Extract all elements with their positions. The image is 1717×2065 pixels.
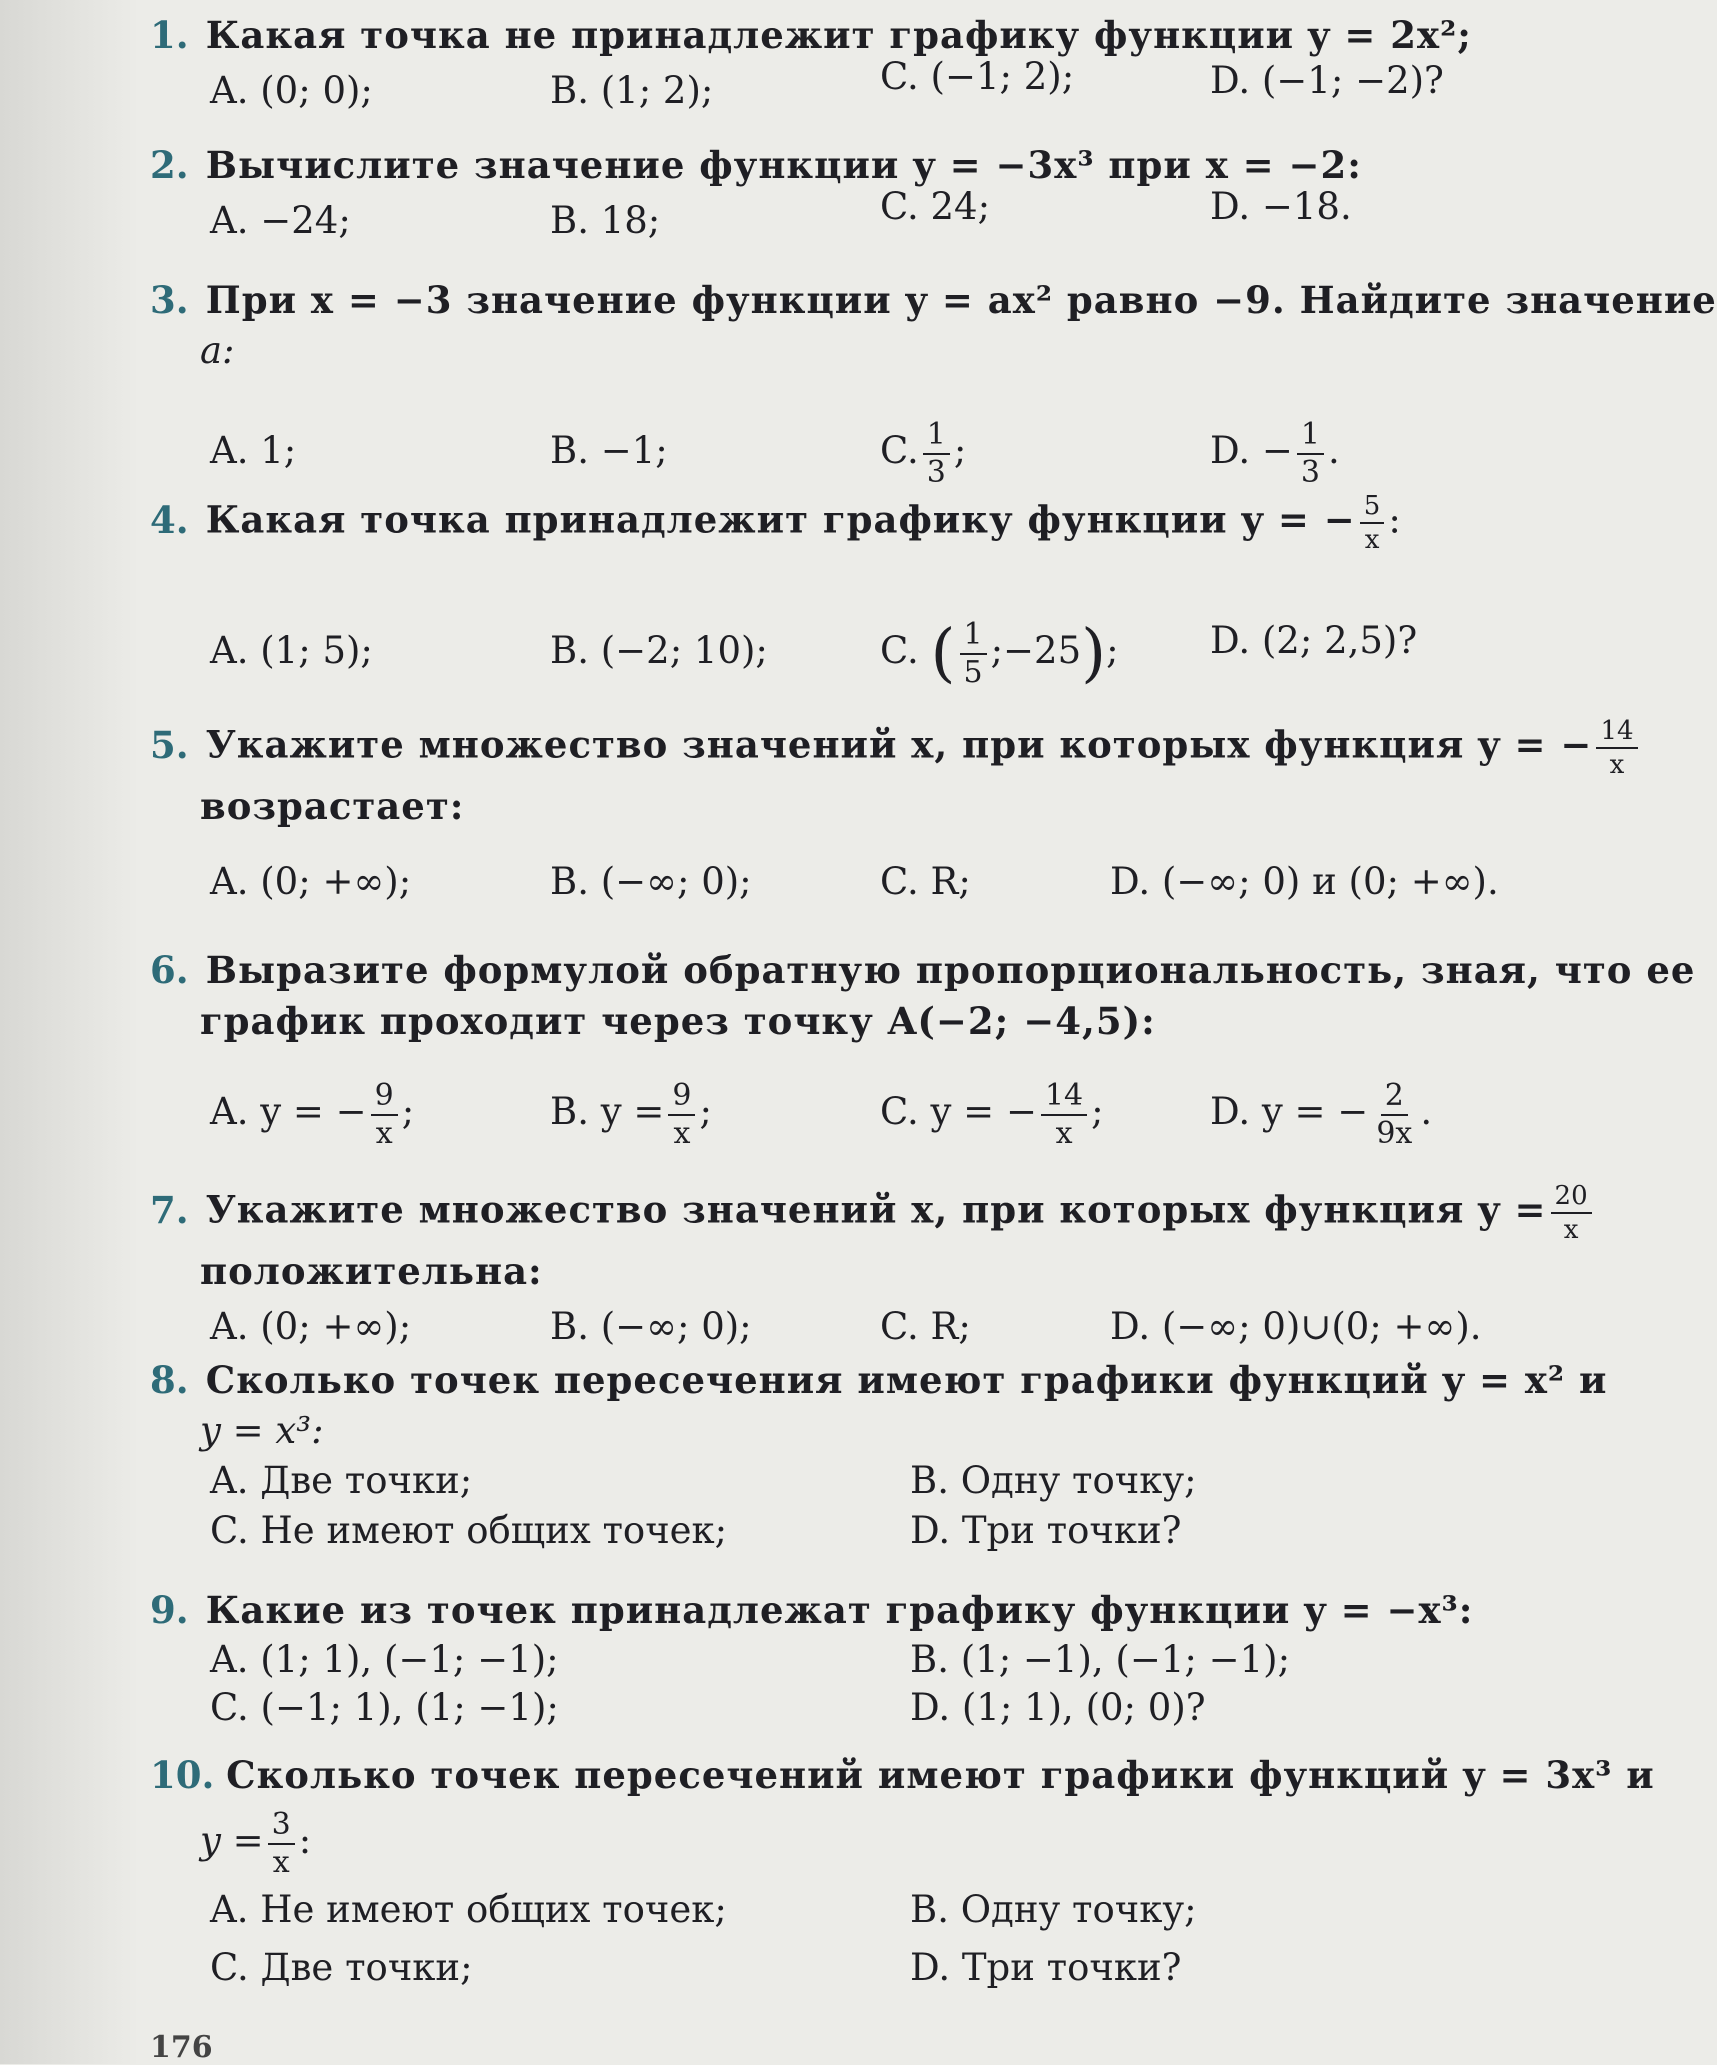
option-b — [550, 1057, 712, 1167]
fraction — [923, 417, 950, 491]
fraction — [668, 1078, 695, 1152]
option-d: D. (−∞; 0) и (0; +∞). — [1110, 860, 1499, 903]
punct: : — [1388, 498, 1401, 542]
denominator: 9x — [1376, 1115, 1413, 1151]
options-row-1 — [150, 1636, 1520, 1684]
option-b: B. 18; — [550, 199, 661, 242]
point-rest: ;−25 — [990, 629, 1082, 672]
question-number: 8. — [150, 1358, 189, 1402]
numerator: 1 — [923, 417, 950, 455]
denominator: x — [272, 1844, 290, 1880]
page-shadow — [0, 0, 140, 2064]
options-row-2 — [150, 1939, 1520, 1997]
option-c — [880, 1057, 1104, 1167]
question-text: Какие из точек принадлежат графику функции y = −x³: — [205, 1588, 1474, 1632]
question-7 — [150, 1180, 1588, 1357]
question-number: 3. — [150, 278, 189, 322]
question-8 — [150, 1355, 1608, 1556]
question-text: Какая точка не принадлежит графику функции y = 2x²; — [205, 13, 1472, 57]
question-number: 7. — [150, 1187, 189, 1232]
fraction — [1360, 490, 1385, 556]
option-c-label: C. — [880, 429, 919, 472]
denominator: x — [1055, 1115, 1073, 1151]
option-a — [210, 1057, 414, 1167]
options — [150, 55, 1520, 121]
punct: : — [298, 1819, 312, 1862]
question-text-cont: график проходит через точку A(−2; −4,5): — [200, 999, 1156, 1043]
option-b-label: B. y = — [550, 1090, 665, 1133]
option-d — [1210, 1057, 1432, 1167]
question-number: 2. — [150, 143, 189, 187]
numerator: 20 — [1551, 1180, 1592, 1214]
punct: ; — [401, 1090, 415, 1133]
option-d: D. −18. — [1210, 185, 1352, 228]
option-a: A. (1; 1), (−1; −1); — [210, 1638, 559, 1681]
option-c: C. (−1; 1), (1; −1); — [210, 1686, 559, 1729]
question-9 — [150, 1585, 1520, 1732]
option-c: C. (−1; 2); — [880, 55, 1075, 98]
option-b: B. Одну точку; — [910, 1888, 1197, 1931]
punct: . — [1327, 429, 1340, 472]
numerator: 3 — [268, 1807, 295, 1845]
question-6 — [150, 945, 1696, 1167]
option-d-label: D. y = − — [1210, 1090, 1369, 1133]
punct: ; — [1091, 1090, 1104, 1133]
question-text: Укажите множество значений x, при которых функция y = — [205, 1187, 1547, 1232]
question-2 — [150, 140, 1520, 251]
option-b: B. (−∞; 0); — [550, 860, 752, 903]
question-number: 10. — [150, 1753, 215, 1797]
option-c: C. Две точки; — [210, 1946, 473, 1989]
paren-left: ( — [930, 616, 956, 691]
option-c-label: C. — [880, 629, 919, 672]
option-c — [880, 596, 1119, 709]
option-d: D. (−∞; 0)∪(0; +∞). — [1110, 1305, 1482, 1348]
punct: ; — [699, 1090, 712, 1133]
denominator: x — [375, 1115, 393, 1151]
question-5 — [150, 715, 1634, 912]
fraction — [960, 617, 987, 691]
question-text: Какая точка принадлежит графику функции y = − — [205, 497, 1356, 542]
option-b: B. Одну точку; — [910, 1459, 1197, 1502]
question-1 — [150, 10, 1520, 121]
numerator: 9 — [668, 1078, 695, 1116]
option-a: A. (0; 0); — [210, 69, 373, 112]
numerator: 14 — [1596, 715, 1637, 749]
option-a: A. −24; — [210, 199, 351, 242]
option-a-label: A. y = − — [210, 1090, 367, 1133]
numerator: 1 — [1297, 417, 1324, 455]
question-number: 5. — [150, 722, 189, 767]
fraction — [268, 1807, 295, 1881]
fraction — [1372, 1078, 1416, 1152]
option-c: C. Не имеют общих точек; — [210, 1509, 728, 1552]
option-a: A. 1; — [210, 429, 297, 472]
option-b: B. (−2; 10); — [550, 629, 768, 672]
options — [150, 1297, 1520, 1357]
options-row-2 — [150, 1684, 1520, 1732]
numerator: 1 — [960, 617, 987, 655]
options-row-1 — [150, 1456, 1520, 1506]
question-text: Сколько точек пересечения имеют графики функций y = x² и — [205, 1358, 1608, 1402]
denominator: x — [1364, 525, 1380, 555]
question-text: Укажите множество значений x, при которых функция y = − — [205, 722, 1593, 767]
fraction — [1041, 1078, 1087, 1152]
numerator: 5 — [1360, 490, 1385, 524]
question-number: 1. — [150, 13, 189, 57]
option-b: B. (1; 2); — [550, 69, 714, 112]
option-a: A. (0; +∞); — [210, 1305, 412, 1348]
option-d: D. (2; 2,5)? — [1210, 619, 1418, 662]
option-d: D. (1; 1), (0; 0)? — [910, 1686, 1206, 1729]
question-3 — [150, 275, 1717, 506]
punct: ; — [953, 429, 967, 472]
numerator: 2 — [1381, 1078, 1408, 1116]
options — [150, 596, 1520, 706]
question-text-cont: положительна: — [200, 1249, 543, 1293]
options-row-2 — [150, 1506, 1520, 1556]
option-b: B. −1; — [550, 429, 668, 472]
option-a: A. Две точки; — [210, 1459, 473, 1502]
question-text-cont: a: — [200, 329, 235, 372]
question-text: Выразите формулой обратную пропорциональность, зная, что ее — [205, 948, 1696, 992]
options — [150, 185, 1520, 251]
question-text-cont: возрастает: — [200, 784, 465, 828]
denominator: x — [1563, 1215, 1579, 1245]
question-4 — [150, 490, 1520, 706]
denominator: 3 — [1300, 454, 1320, 490]
paren-right: ) — [1081, 616, 1107, 691]
option-d: D. Три точки? — [910, 1509, 1182, 1552]
question-number: 6. — [150, 948, 189, 992]
question-text: Вычислите значение функции y = −3x³ при x = −2: — [205, 143, 1362, 187]
options-row-1 — [150, 1881, 1520, 1939]
punct: . — [1420, 1090, 1433, 1133]
option-a: A. Не имеют общих точек; — [210, 1888, 727, 1931]
fraction — [1551, 1180, 1592, 1246]
numerator: 14 — [1041, 1078, 1087, 1116]
textbook-page — [140, 0, 1717, 2064]
option-a: A. (0; +∞); — [210, 860, 412, 903]
option-d: D. Три точки? — [910, 1946, 1182, 1989]
question-number: 4. — [150, 497, 189, 542]
question-text: При x = −3 значение функции y = ax² равно −9. Найдите значение — [205, 278, 1717, 322]
option-d: D. (−1; −2)? — [1210, 59, 1444, 102]
option-b: B. (−∞; 0); — [550, 1305, 752, 1348]
page-number: 176 — [150, 2030, 213, 2065]
question-number: 9. — [150, 1588, 189, 1632]
punct: ; — [1106, 629, 1119, 672]
question-text: Сколько точек пересечений имеют графики функций y = 3x³ и — [226, 1753, 1655, 1797]
question-text-cont: y = — [200, 1819, 264, 1862]
fraction — [371, 1078, 398, 1152]
option-b: B. (1; −1), (−1; −1); — [910, 1638, 1291, 1681]
option-c: C. 24; — [880, 185, 991, 228]
fraction — [1596, 715, 1637, 781]
fraction — [1297, 417, 1324, 491]
option-c: C. R; — [880, 1305, 971, 1348]
denominator: x — [1609, 750, 1625, 780]
denominator: 3 — [926, 454, 946, 490]
options — [150, 852, 1520, 912]
options — [150, 1057, 1520, 1167]
numerator: 9 — [371, 1078, 398, 1116]
option-c-label: C. y = − — [880, 1090, 1037, 1133]
option-a: A. (1; 5); — [210, 629, 373, 672]
denominator: x — [673, 1115, 691, 1151]
question-text-cont: y = x³: — [200, 1409, 324, 1452]
denominator: 5 — [963, 654, 983, 690]
option-d-label: D. − — [1210, 429, 1293, 472]
option-c: C. R; — [880, 860, 971, 903]
question-10 — [150, 1750, 1655, 1997]
